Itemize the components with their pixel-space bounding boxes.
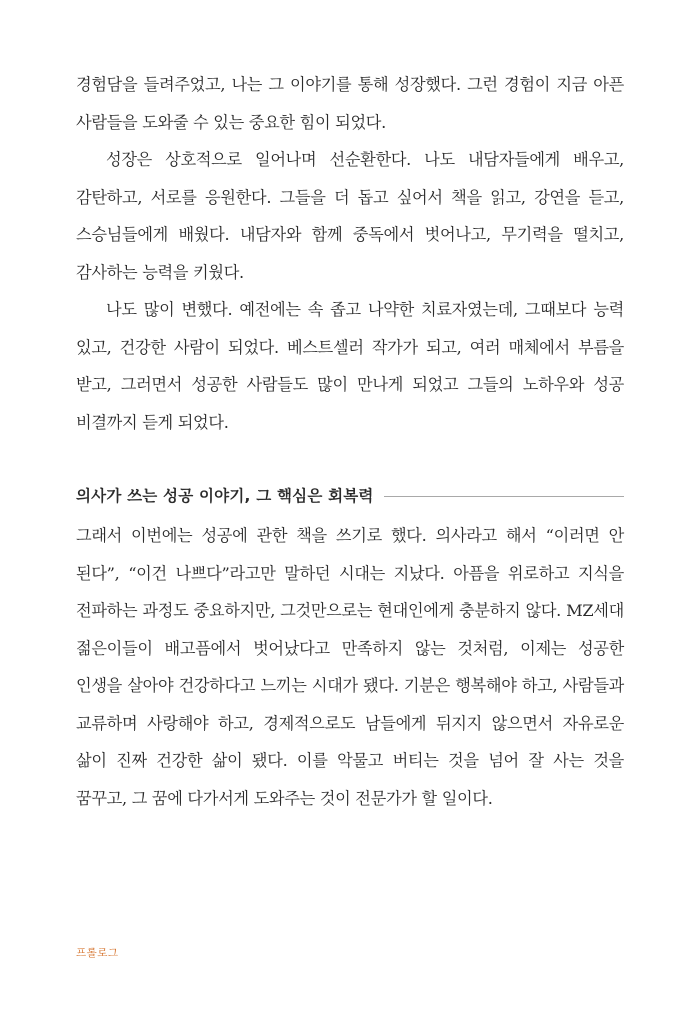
paragraph: 그래서 이번에는 성공에 관한 책을 쓰기로 했다. 의사라고 해서 “이러면 안 된다”, “이건 나쁘다”라고만 말하던 시대는 지났다. 아픔을 위로하고 지식을 전파하는 과정도 중요하지만, 그것만으로는 현대인에게 충분하지 않다. MZ세대 젊은이들이 배고픔에서 벗어났다고 만족하지 않는 것처럼, 이제는 성공한 인생을 살아야 건강하다고 느끼는 시대가 됐다. 기분은 행복해야 하고, 사람들과 교류하며 사랑해야 하고, 경제적으로도 남들에게 뒤지지 않으면서 자유로운 삶이 진짜 건강한 삶이 됐다. 이를 악물고 버티는 것을 넘어 잘 사는 것을 꿈꾸고, 그 꿈에 다가서게 도와주는 것이 전문가가 할 일이다. — [76, 526, 624, 808]
heading-rule — [384, 496, 624, 497]
section-title: 의사가 쓰는 성공 이야기, 그 핵심은 회복력 — [76, 487, 374, 505]
paragraph: 성장은 상호적으로 일어나며 선순환한다. 나도 내담자들에게 배우고, 감탄하고, 서로를 응원한다. 그들을 더 돕고 싶어서 책을 읽고, 강연을 듣고, 스승님들에게 배웠다. 내담자와 함께 중독에서 벗어나고, 무기력을 떨치고, 감사하는 능력을 키웠다. — [76, 150, 624, 282]
page-body — [76, 66, 624, 817]
paragraph: 나도 많이 변했다. 예전에는 속 좁고 나약한 치료자였는데, 그때보다 능력 있고, 건강한 사람이 되었다. 베스트셀러 작가가 되고, 여러 매체에서 부름을 받고, 그러면서 성공한 사람들도 많이 만나게 되었고 그들의 노하우와 성공 비결까지 듣게 되었다. — [76, 300, 624, 432]
running-footer: 프롤로그 — [76, 947, 119, 959]
paragraph: 경험담을 들려주었고, 나는 그 이야기를 통해 성장했다. 그런 경험이 지금 아픈 사람들을 도와줄 수 있는 중요한 힘이 되었다. — [76, 75, 624, 132]
section-heading — [76, 475, 624, 515]
